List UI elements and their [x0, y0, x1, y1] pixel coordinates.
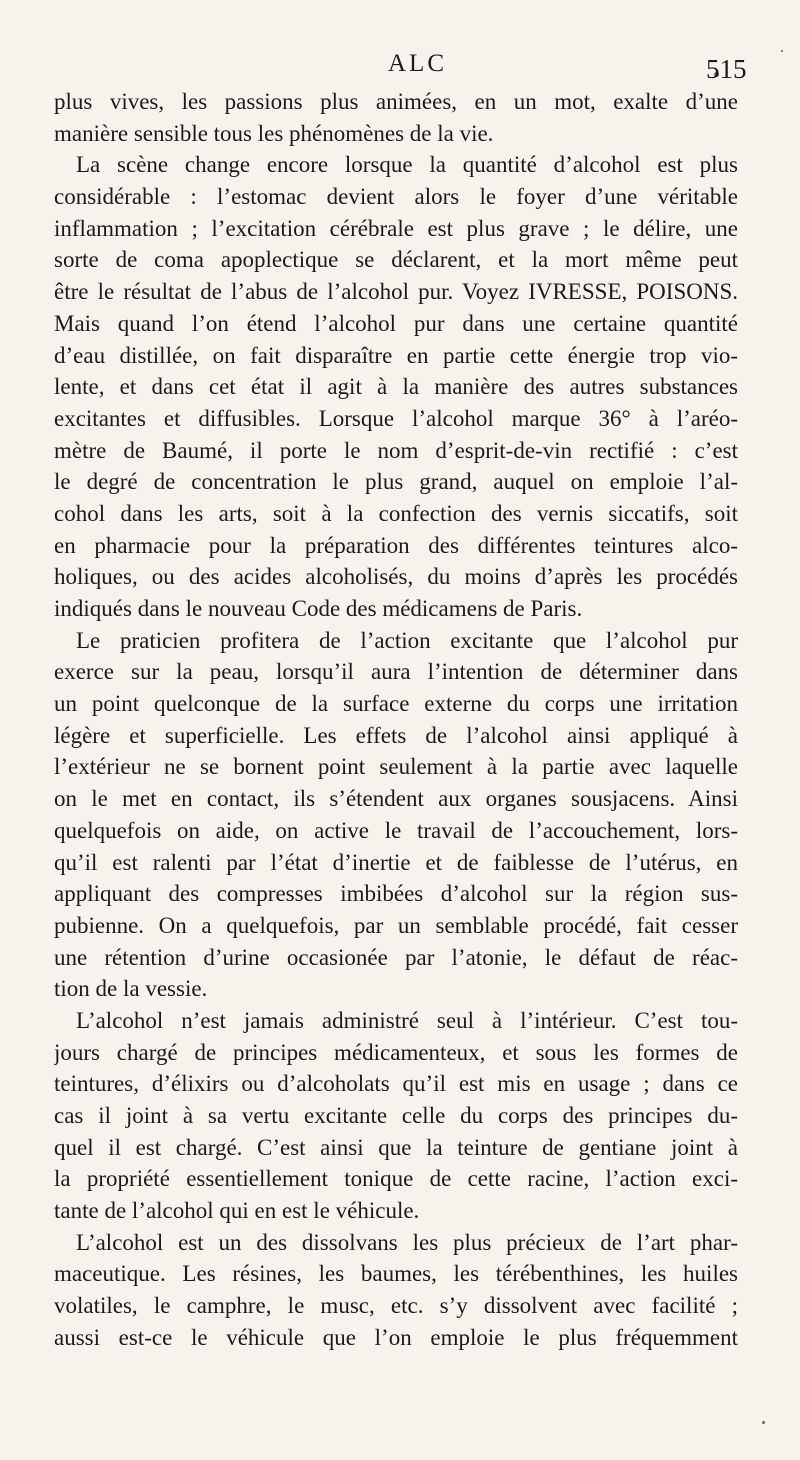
text-line: d’eau distillée, on fait disparaître en partie cette énergie trop vio-: [54, 342, 738, 368]
text-line: en pharmacie pour la préparation des différentes teintures alco-: [54, 532, 738, 558]
text-line: l’extérieur ne se bornent point seulement à la partie avec laquelle: [54, 754, 738, 780]
text-line: cohol dans les arts, soit à la confection des vernis siccatifs, soit: [54, 500, 738, 526]
text-line: une rétention d’urine occasionée par l’atonie, le défaut de réac-: [54, 944, 738, 970]
body-text: [54, 86, 738, 1354]
text-line: on le met en contact, ils s’étendent aux organes sousjacens. Ainsi: [54, 786, 738, 812]
page-number: 515: [706, 54, 747, 84]
page-header: [0, 50, 800, 90]
text-line: indiqués dans le nouveau Code des médicamens de Paris.: [54, 596, 583, 621]
text-line: inflammation ; l’excitation cérébrale est plus grave ; le délire, une: [54, 215, 738, 241]
text-line: Mais quand l’on étend l’alcohol pur dans une certaine quantité: [54, 310, 738, 336]
text-line: holiques, ou des acides alcoholisés, du moins d’après les procédés: [54, 564, 738, 590]
text-line: appliquant des compresses imbibées d’alcohol sur la région sus-: [54, 881, 738, 907]
text-line: tante de l’alcohol qui en est le véhicule.: [54, 1198, 420, 1224]
text-line: jours chargé de principes médicamenteux, et sous les formes de: [54, 1039, 738, 1065]
text-line: le degré de concentration le plus grand, auquel on emploie l’al-: [54, 469, 738, 495]
text-line: lente, et dans cet état il agit à la manière des autres substances: [54, 374, 738, 400]
text-line: maceutique. Les résines, les baumes, les térébenthines, les huiles: [54, 1261, 738, 1287]
text-line: Le praticien profitera de l’action excitante que l’alcohol pur: [76, 627, 738, 653]
text-line: excitantes et diffusibles. Lorsque l’alcohol marque 36° à l’aréo-: [54, 405, 738, 431]
text-line: exerce sur la peau, lorsqu’il aura l’intention de déterminer dans: [54, 659, 738, 685]
text-line: pubienne. On a quelquefois, par un semblable procédé, fait cesser: [54, 912, 738, 938]
text-line: plus vives, les passions plus animées, en un mot, exalte d’une: [54, 89, 738, 114]
text-line: manière sensible tous les phénomènes de la vie.: [54, 120, 494, 146]
text-line: volatiles, le camphre, le musc, etc. s’y dissolvent avec facilité ;: [54, 1293, 738, 1319]
text-line: sorte de coma apoplectique se déclarent, et la mort même peut: [54, 247, 738, 273]
text-line: tion de la vessie.: [54, 976, 208, 1002]
text-line: La scène change encore lorsque la quantité d’alcohol est plus: [76, 152, 738, 178]
text-line: quelquefois on aide, on active le travail de l’accouchement, lors-: [54, 817, 738, 843]
text-line: L’alcohol n’est jamais administré seul à l’intérieur. C’est tou-: [76, 1007, 738, 1033]
text-line: quel il est chargé. C’est ainsi que la teinture de gentiane joint à: [54, 1134, 738, 1160]
ink-speck: [762, 1421, 765, 1424]
text-line: considérable : l’estomac devient alors le foyer d’une véritable: [54, 184, 738, 210]
text-line: être le résultat de l’abus de l’alcohol pur. Voyez IVRESSE, POISONS.: [54, 279, 738, 305]
text-line: L’alcohol est un des dissolvans les plus précieux de l’art phar-: [76, 1229, 738, 1255]
text-line: la propriété essentiellement tonique de cette racine, l’action exci-: [54, 1166, 738, 1192]
running-head: ALC: [388, 50, 447, 77]
text-line: légère et superficielle. Les effets de l’alcohol ainsi appliqué à: [54, 722, 738, 748]
text-line: aussi est-ce le véhicule que l’on emploie le plus fréquemment: [54, 1324, 738, 1350]
text-line: mètre de Baumé, il porte le nom d’esprit-de-vin rectifié : c’est: [54, 437, 738, 463]
text-line: un point quelconque de la surface externe du corps une irritation: [54, 691, 738, 717]
text-line: cas il joint à sa vertu excitante celle du corps des principes du-: [54, 1103, 738, 1128]
text-line: qu’il est ralenti par l’état d’inertie et de faiblesse de l’utérus, en: [54, 849, 738, 875]
text-line: teintures, d’élixirs ou d’alcoholats qu’il est mis en usage ; dans ce: [54, 1071, 738, 1097]
